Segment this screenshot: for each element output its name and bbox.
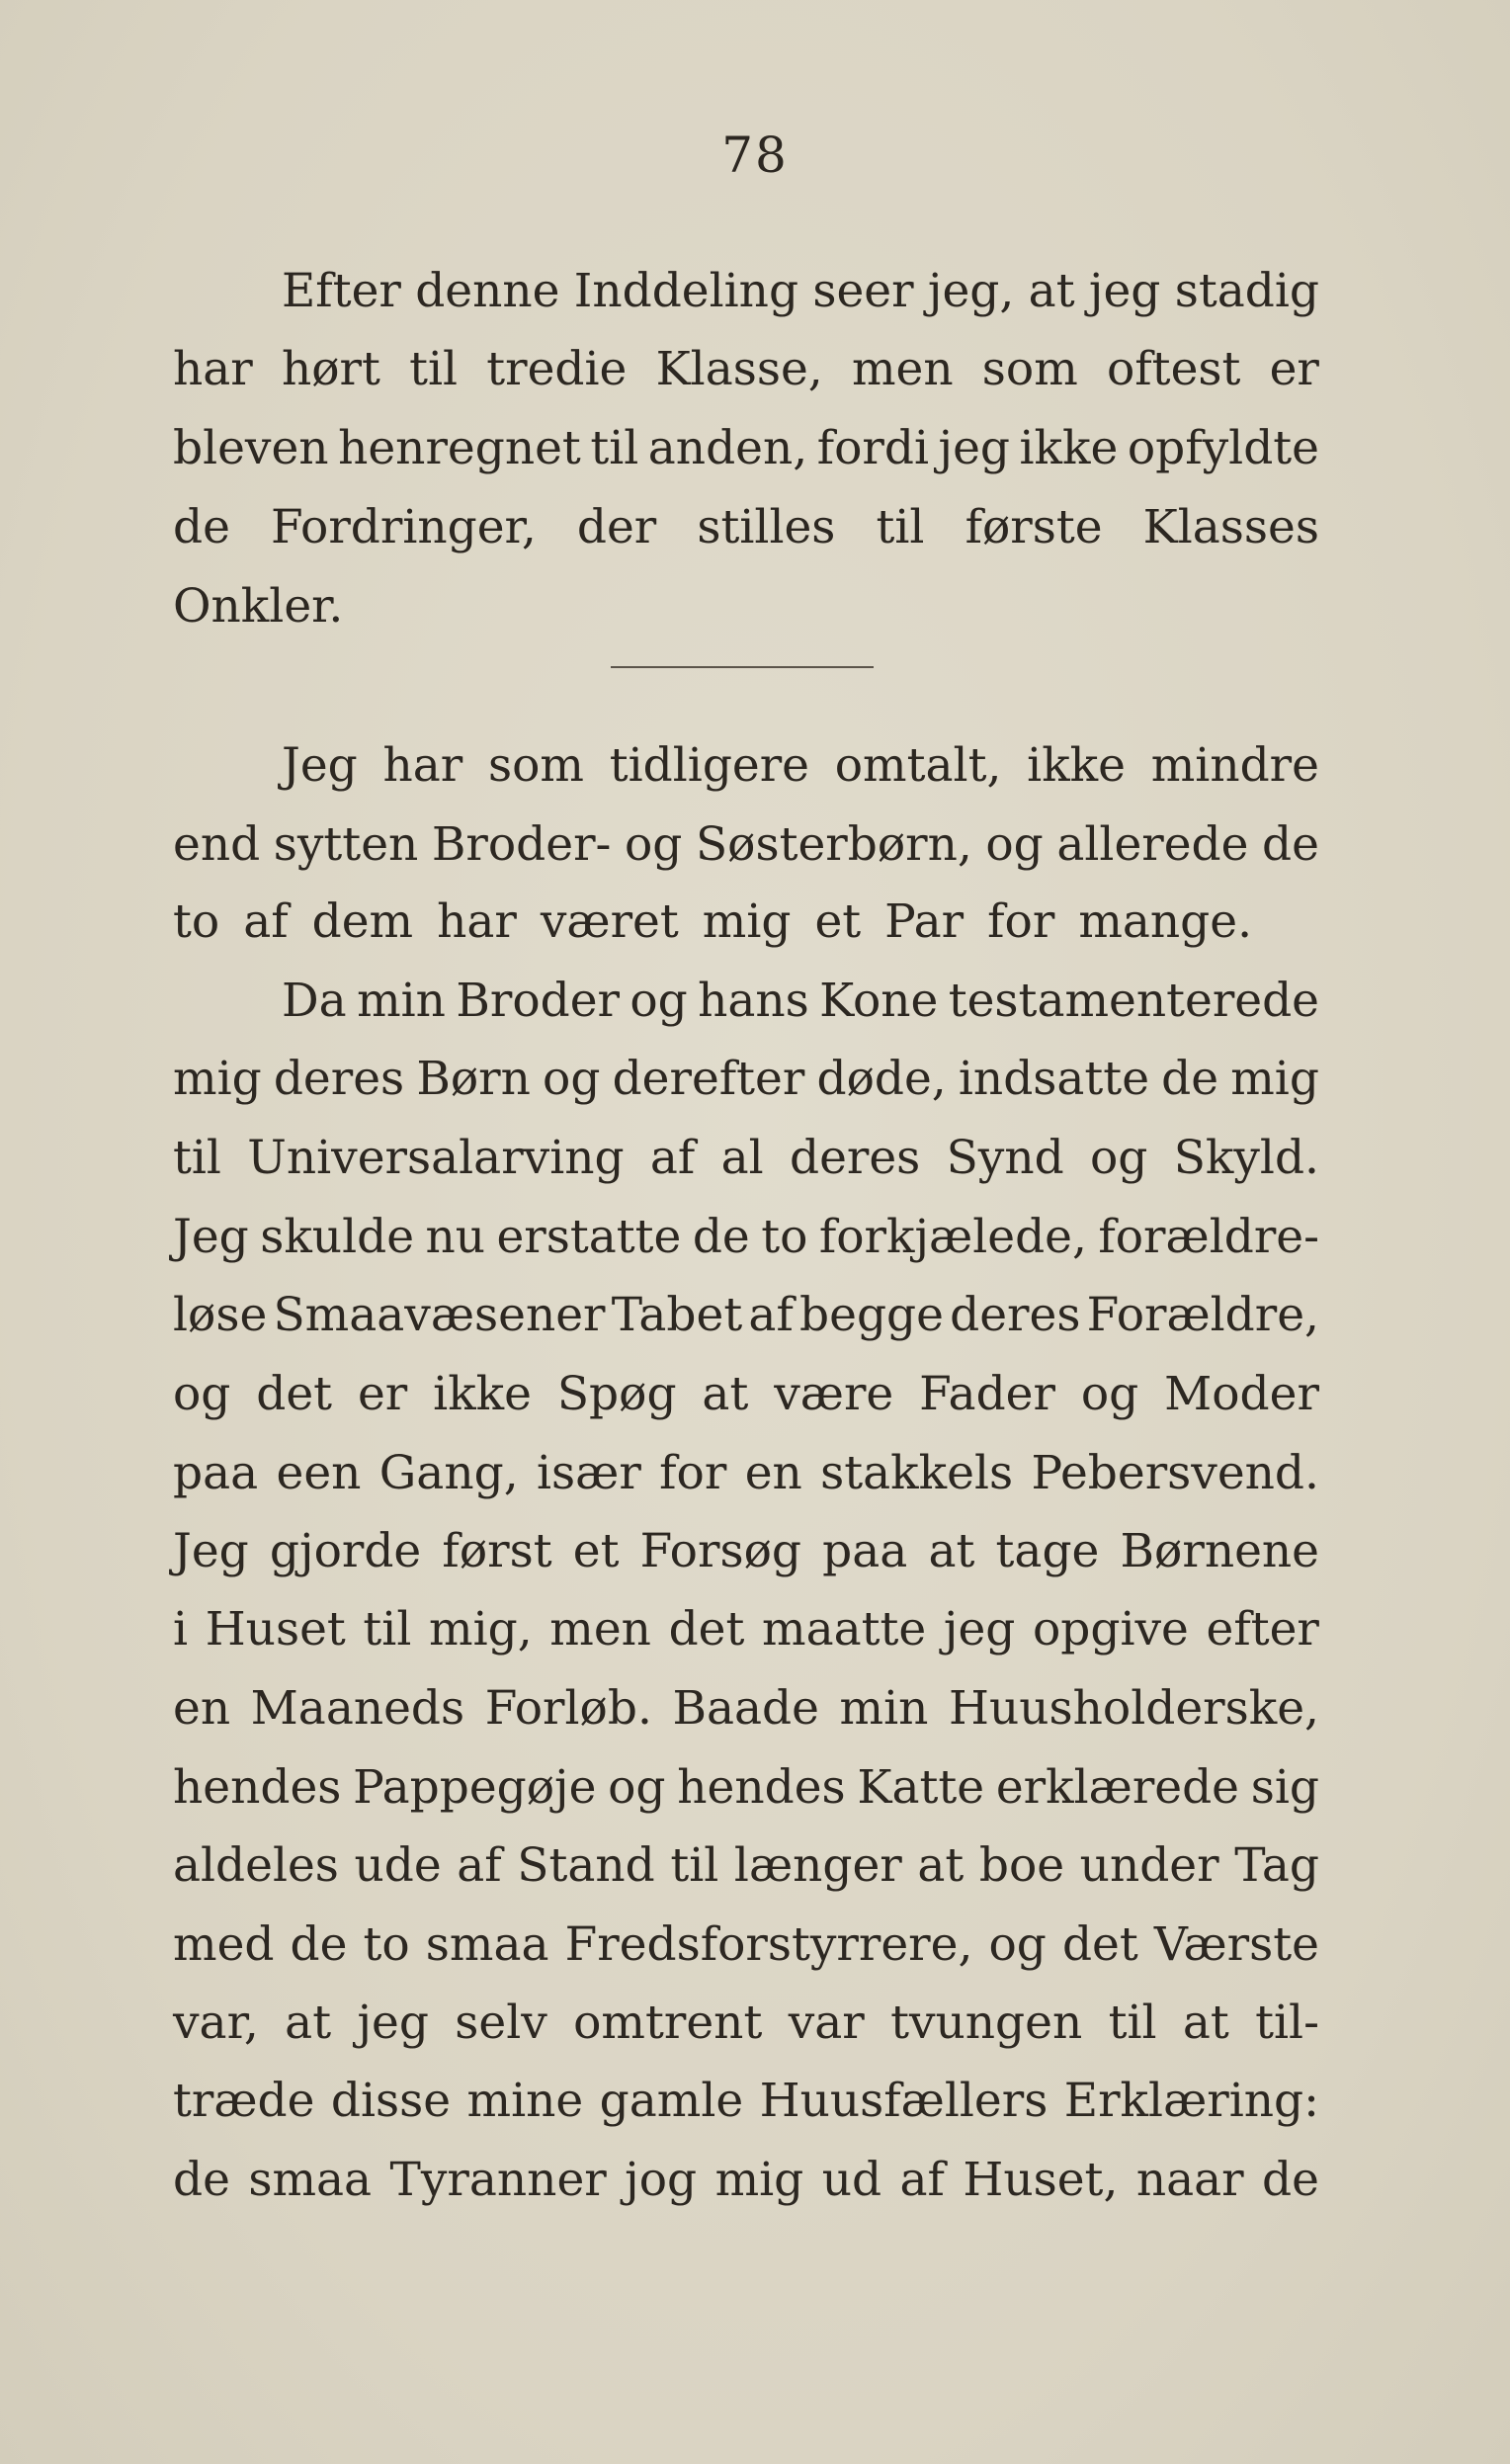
word: bleven [173, 421, 329, 475]
word: til [590, 421, 639, 475]
text-line [282, 736, 1319, 796]
word: maatte [762, 1602, 927, 1657]
word: Børn [416, 1052, 531, 1106]
word: Fredsforstyrrere, [564, 1917, 973, 1972]
word: de [692, 1210, 750, 1264]
word: men [549, 1602, 651, 1657]
word: jeg, [927, 264, 1015, 318]
word: aldeles [173, 1838, 339, 1893]
word: og [608, 1760, 666, 1815]
word: end [173, 817, 261, 872]
word: Katte [857, 1760, 985, 1815]
word: jeg [938, 421, 1010, 475]
word: og [629, 974, 688, 1028]
word: ikke [1027, 738, 1126, 793]
text-line [173, 419, 1319, 478]
word: at [285, 1996, 332, 2050]
word: jeg [1088, 264, 1161, 318]
word: oftest [1106, 342, 1241, 396]
word: med [173, 1917, 275, 1972]
word: smaa [248, 2153, 373, 2207]
word: Huusholderske, [948, 1681, 1319, 1736]
word: af [649, 1131, 696, 1185]
word: at [917, 1838, 965, 1893]
word: mig [702, 894, 792, 949]
word: træde [173, 2074, 315, 2128]
word: anden, [647, 421, 808, 475]
word: under [1079, 1838, 1219, 1893]
word: min [357, 974, 446, 1028]
word: ude [354, 1838, 442, 1893]
word: opfyldte [1127, 421, 1319, 475]
word: mig [714, 2153, 804, 2207]
word: Maaneds [250, 1681, 465, 1736]
word: Fader [919, 1367, 1055, 1421]
word: Forsøg [639, 1524, 801, 1578]
word: første [965, 500, 1103, 554]
word: og [988, 1917, 1047, 1972]
word: af [457, 1838, 502, 1893]
word: og [1090, 1131, 1148, 1185]
word: hørt [281, 342, 380, 396]
word: Klasse, [655, 342, 823, 396]
word: ud [821, 2153, 882, 2207]
word: erstatte [496, 1210, 682, 1264]
text-line [173, 2151, 1319, 2210]
text-line [173, 892, 1319, 952]
word: og [173, 1367, 231, 1421]
word: Huset, [963, 2153, 1119, 2207]
word: var, [173, 1996, 259, 2050]
word: sytten [273, 817, 419, 872]
word: men [851, 342, 954, 396]
text-line [173, 1208, 1319, 1267]
word: været [540, 894, 679, 949]
word: Broder- [431, 817, 612, 872]
word: det [256, 1367, 333, 1421]
word: tidligere [609, 738, 810, 793]
word: Stand [517, 1838, 655, 1893]
word: mine [466, 2074, 584, 2128]
word: fordi [816, 421, 929, 475]
word: Gang, [378, 1446, 519, 1500]
word: har [173, 342, 253, 396]
word: et [572, 1524, 620, 1578]
word: og [543, 1052, 601, 1106]
text-line [173, 340, 1319, 399]
word: Værste [1153, 1917, 1319, 1972]
word: nu [425, 1210, 486, 1264]
word: forkjælede, [818, 1210, 1087, 1264]
word: til [409, 342, 459, 396]
word: deres [950, 1288, 1081, 1342]
word: til [1108, 1996, 1157, 2050]
word: naar [1135, 2153, 1244, 2207]
text-line [173, 815, 1319, 875]
word: døde, [816, 1052, 947, 1106]
word: dem [311, 894, 414, 949]
word: disse [330, 2074, 452, 2128]
section-divider [611, 666, 874, 668]
word: Inddeling [573, 264, 799, 318]
word: de [173, 500, 230, 554]
word: Fordringer, [271, 500, 537, 554]
word: denne [415, 264, 560, 318]
word: begge [799, 1288, 944, 1342]
word: Tag [1234, 1838, 1319, 1893]
word: de [173, 2153, 230, 2207]
word: Huusfællers [759, 2074, 1049, 2128]
word: Par [884, 894, 965, 949]
word: min [839, 1681, 929, 1736]
word: til [173, 1131, 221, 1185]
word: smaa [425, 1917, 549, 1972]
word: at [928, 1524, 975, 1578]
word: Kone [819, 974, 939, 1028]
word: til [876, 500, 925, 554]
word: omtalt, [834, 738, 1002, 793]
word: Forløb. [484, 1681, 652, 1736]
word: seer [812, 264, 914, 318]
word: Børnene [1120, 1524, 1319, 1578]
word: indsatte [958, 1052, 1150, 1106]
word: boe [978, 1838, 1065, 1893]
word: mig [1230, 1052, 1319, 1106]
word: Onkler. [173, 579, 344, 634]
text-line [173, 1050, 1319, 1109]
word: Da [282, 974, 347, 1028]
word: har [437, 894, 517, 949]
word: det [668, 1602, 745, 1657]
text-line [173, 1915, 1319, 1975]
text-line [173, 498, 1319, 557]
word: Søsterbørn, [695, 817, 972, 872]
text-line [173, 1286, 1319, 1345]
word: der [576, 500, 657, 554]
word: at [1182, 1996, 1229, 2050]
word: allerede [1056, 817, 1249, 872]
word: stadig [1174, 264, 1319, 318]
word: for [659, 1446, 727, 1500]
word: er [357, 1367, 408, 1421]
word: først [442, 1524, 552, 1578]
word: Pebersvend. [1031, 1446, 1319, 1500]
word: derefter [612, 1052, 805, 1106]
word: de [1262, 2153, 1319, 2207]
word: som [981, 342, 1078, 396]
word: Forældre, [1086, 1288, 1319, 1342]
word: gamle [599, 2074, 744, 2128]
word: en [744, 1446, 802, 1500]
word: især [537, 1446, 641, 1500]
word: al [720, 1131, 764, 1185]
word: efter [1206, 1602, 1319, 1657]
word: være [774, 1367, 894, 1421]
word: de [1161, 1052, 1219, 1106]
word: og [985, 817, 1044, 872]
word: og [1080, 1367, 1139, 1421]
word: jeg [943, 1602, 1016, 1657]
word: forældre- [1098, 1210, 1319, 1264]
text-line [173, 1129, 1319, 1188]
word: Synd [946, 1131, 1064, 1185]
word: Efter [282, 264, 401, 318]
word: Skyld. [1173, 1131, 1319, 1185]
word: at [702, 1367, 749, 1421]
word: Universalarving [247, 1131, 625, 1185]
word: stilles [697, 500, 836, 554]
text-line [173, 2072, 1319, 2131]
word: mange. [1078, 894, 1253, 949]
word: Pappegøje [353, 1760, 597, 1815]
word: Smaavæsener [273, 1288, 606, 1342]
word: deres [789, 1131, 921, 1185]
word: gjorde [269, 1524, 422, 1578]
text-line [173, 577, 1319, 637]
text-line [173, 1522, 1319, 1581]
word: mindre [1150, 738, 1319, 793]
word: Jeg [282, 738, 358, 793]
word: hendes [173, 1760, 342, 1815]
word: paa [173, 1446, 259, 1500]
word: omtrent [573, 1996, 763, 2050]
word: opgive [1033, 1602, 1189, 1657]
text-line [282, 972, 1319, 1031]
word: paa [822, 1524, 908, 1578]
word: for [987, 894, 1055, 949]
word: har [382, 738, 463, 793]
word: to [173, 894, 220, 949]
word: til [363, 1602, 412, 1657]
word: stakkels [820, 1446, 1014, 1500]
word: af [243, 894, 289, 949]
word: ikke [1019, 421, 1119, 475]
page-number: 78 [721, 127, 789, 184]
word: ikke [433, 1367, 532, 1421]
text-line [173, 1994, 1319, 2053]
word: tage [995, 1524, 1100, 1578]
word: de [1262, 817, 1319, 872]
word: en [173, 1681, 231, 1736]
word: til [670, 1838, 719, 1893]
word: at [1028, 264, 1075, 318]
word: Huset [205, 1602, 346, 1657]
word: Spøg [556, 1367, 677, 1421]
word: et [814, 894, 862, 949]
word: som [488, 738, 584, 793]
word: var [788, 1996, 865, 2050]
word: af [899, 2153, 945, 2207]
text-line [173, 1836, 1319, 1896]
word: og [625, 817, 683, 872]
word: Broder [456, 974, 620, 1028]
word: erklærede [995, 1760, 1239, 1815]
word: selv [455, 1996, 547, 2050]
text-line [173, 1758, 1319, 1818]
word: een [276, 1446, 362, 1500]
word: hans [698, 974, 809, 1028]
word: løse [173, 1288, 268, 1342]
word: jeg [357, 1996, 429, 2050]
text-line [173, 1444, 1319, 1503]
word: er [1269, 342, 1319, 396]
word: hendes [677, 1760, 846, 1815]
word: det [1061, 1917, 1138, 1972]
word: testamenterede [948, 974, 1319, 1028]
text-line [173, 1600, 1319, 1659]
word: tredie [486, 342, 628, 396]
word: to [363, 1917, 410, 1972]
word: jog [625, 2153, 698, 2207]
text-line [173, 1679, 1319, 1739]
word: to [761, 1210, 808, 1264]
word: længer [733, 1838, 902, 1893]
word: skulde [260, 1210, 415, 1264]
word: henregnet [338, 421, 581, 475]
word: Klasses [1142, 500, 1319, 554]
word: Tyranner [389, 2153, 607, 2207]
word: af [748, 1288, 794, 1342]
word: Jeg [173, 1210, 249, 1264]
text-line [282, 262, 1319, 321]
word: deres [273, 1052, 405, 1106]
word: de [290, 1917, 348, 1972]
word: mig [173, 1052, 262, 1106]
word: i [173, 1602, 189, 1657]
text-line [173, 1365, 1319, 1424]
word: Baade [672, 1681, 819, 1736]
word: til- [1255, 1996, 1319, 2050]
word: Tabet [611, 1288, 743, 1342]
word: sig [1250, 1760, 1319, 1815]
word: Moder [1164, 1367, 1319, 1421]
word: Erklæring: [1063, 2074, 1319, 2128]
word: mig, [429, 1602, 533, 1657]
word: tvungen [890, 1996, 1083, 2050]
word: Jeg [173, 1524, 249, 1578]
